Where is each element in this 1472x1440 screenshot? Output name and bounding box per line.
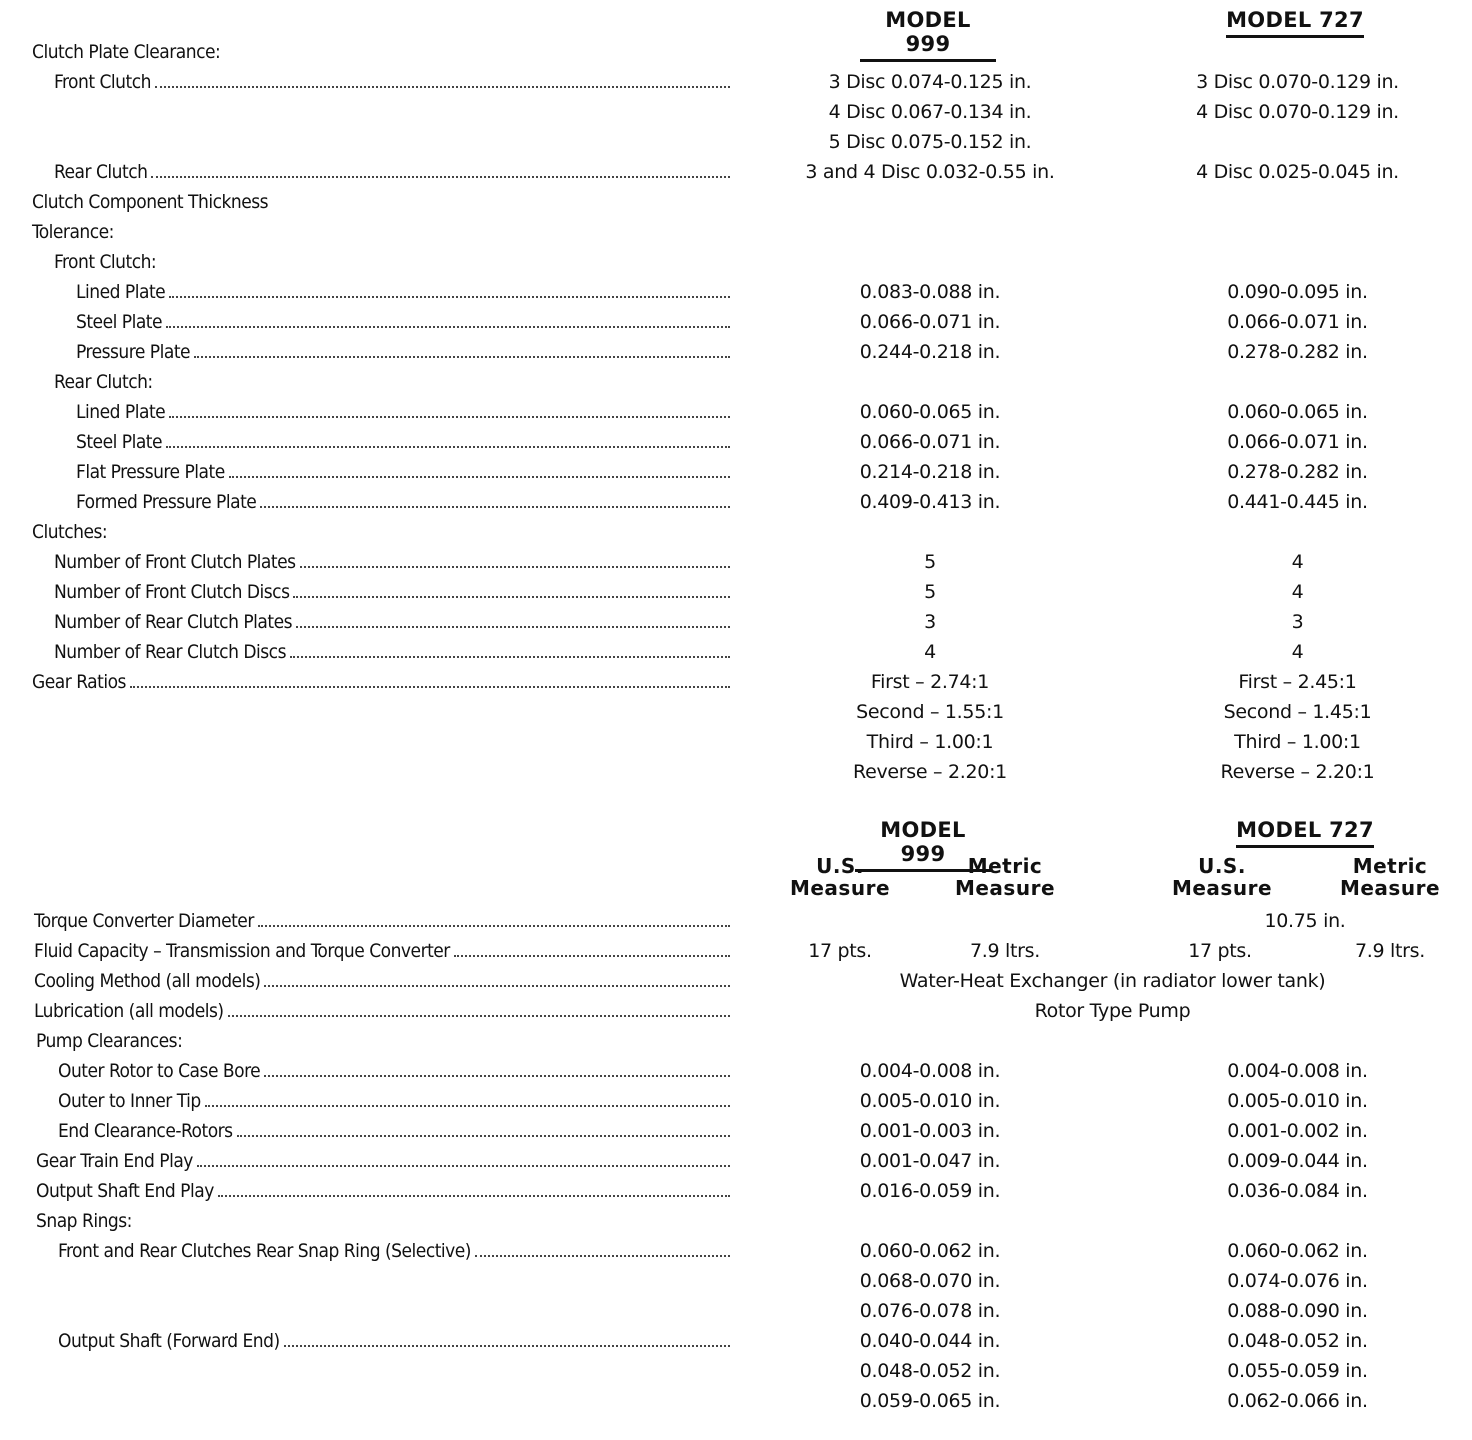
model-999-value: First – 2.74:1 <box>870 671 990 693</box>
dot-leader <box>293 596 730 598</box>
model-999-value: 0.244-0.218 in. <box>859 341 1001 363</box>
spec-label: Pump Clearances: <box>36 1030 183 1052</box>
model-727-value: 0.005-0.010 in. <box>1227 1090 1368 1112</box>
spec-label: Outer to Inner Tip <box>58 1090 201 1112</box>
spec-label: Pressure Plate <box>76 341 191 363</box>
spec-row <box>0 757 1472 787</box>
model-999-value: 0.001-0.047 in. <box>859 1150 1001 1172</box>
spec-row <box>0 127 1472 157</box>
spec-label: Lubrication (all models) <box>34 1000 224 1022</box>
spec-row <box>0 697 1472 727</box>
spec-label: Lined Plate <box>76 281 166 303</box>
dot-leader <box>475 1255 730 1257</box>
spec-label: Cooling Method (all models) <box>34 970 261 992</box>
model-727-value: 0.055-0.059 in. <box>1227 1360 1368 1382</box>
spec-row <box>0 187 1472 217</box>
spec-label: Snap Rings: <box>36 1210 132 1232</box>
model-727-value: 10.75 in. <box>1264 910 1346 932</box>
spec-row <box>0 577 1472 607</box>
model-727-value: 0.009-0.044 in. <box>1227 1150 1368 1172</box>
spec-label: Torque Converter Diameter <box>34 910 254 932</box>
model-999-value: 0.066-0.071 in. <box>859 431 1001 453</box>
spec-row <box>0 247 1472 277</box>
dot-leader <box>300 566 730 568</box>
measure-label: Measure <box>1171 876 1273 900</box>
model-727-heading: MODEL 727 <box>1226 8 1364 38</box>
model-727-value: 0.066-0.071 in. <box>1227 311 1368 333</box>
us-label: U.S. <box>816 854 864 878</box>
spec-row-cooling-method <box>0 966 1472 996</box>
model-999-value: 5 <box>924 581 936 603</box>
spec-row <box>0 97 1472 127</box>
spec-label: Front Clutch <box>54 71 151 93</box>
spec-row <box>0 277 1472 307</box>
spec-label: Steel Plate <box>76 431 163 453</box>
spec-row <box>0 1386 1472 1416</box>
spec-row <box>0 307 1472 337</box>
dot-leader <box>151 176 730 178</box>
spec-row-fluid-capacity <box>0 936 1472 966</box>
model-727-us-measure-header <box>1162 855 1282 899</box>
spec-label: Gear Ratios <box>32 671 126 693</box>
dot-leader <box>197 1165 730 1167</box>
spec-row <box>0 1296 1472 1326</box>
model-999-value: 3 and 4 Disc 0.032-0.55 in. <box>805 161 1055 183</box>
model-999-value: 0.005-0.010 in. <box>859 1090 1001 1112</box>
model-999-heading: MODEL 999 <box>860 8 996 62</box>
dot-leader <box>166 446 730 448</box>
spec-row <box>0 337 1472 367</box>
model-999-value: 3 Disc 0.074-0.125 in. <box>828 71 1032 93</box>
spec-row <box>0 607 1472 637</box>
dot-leader <box>169 296 730 298</box>
measure-label: Measure <box>789 876 891 900</box>
model-999-value: Reverse – 2.20:1 <box>853 761 1007 783</box>
model-999-heading-2: MODEL 999 <box>855 818 991 872</box>
model-727-value: 0.278-0.282 in. <box>1227 341 1368 363</box>
dot-leader <box>155 86 730 88</box>
dot-leader <box>264 985 730 987</box>
spec-row <box>0 727 1472 757</box>
model-999-value: 5 Disc 0.075-0.152 in. <box>828 131 1032 153</box>
model-999-value: 5 <box>924 551 936 573</box>
model-727-value: Second – 1.45:1 <box>1223 701 1372 723</box>
model-727-value: 0.048-0.052 in. <box>1227 1330 1368 1352</box>
spec-row <box>0 637 1472 667</box>
dot-leader <box>258 925 730 927</box>
model-999-value: 0.083-0.088 in. <box>859 281 1001 303</box>
measure-label: Measure <box>954 876 1056 900</box>
model-727-value: 0.441-0.445 in. <box>1227 491 1368 513</box>
spec-row <box>0 217 1472 247</box>
model-727-value: 0.060-0.062 in. <box>1227 1240 1368 1262</box>
dot-leader <box>296 626 730 628</box>
us-label: U.S. <box>1198 854 1246 878</box>
spec-label: Number of Rear Clutch Discs <box>54 641 286 663</box>
spec-label: Lined Plate <box>76 401 166 423</box>
spec-row <box>0 1026 1472 1056</box>
dot-leader <box>284 1345 730 1347</box>
model-999-value: 0.016-0.059 in. <box>859 1180 1001 1202</box>
model-727-value: 0.088-0.090 in. <box>1227 1300 1368 1322</box>
model-999-value: 0.068-0.070 in. <box>859 1270 1001 1292</box>
model-727-value: 0.060-0.065 in. <box>1227 401 1368 423</box>
cooling-method-value: Water-Heat Exchanger (in radiator lower tank) <box>899 970 1326 992</box>
spec-row <box>0 397 1472 427</box>
model-999-value: 0.040-0.044 in. <box>859 1330 1001 1352</box>
spec-row <box>0 667 1472 697</box>
dot-leader <box>290 656 730 658</box>
spec-row-lubrication <box>0 996 1472 1026</box>
model-727-value: First – 2.45:1 <box>1238 671 1357 693</box>
spec-label: End Clearance-Rotors <box>58 1120 233 1142</box>
spec-row <box>0 1236 1472 1266</box>
metric-label: Metric <box>1352 854 1428 878</box>
model-727-metric-measure-header <box>1330 855 1450 899</box>
model-727-value: Reverse – 2.20:1 <box>1220 761 1375 783</box>
model-727-value: 4 <box>1291 641 1304 663</box>
model-999-value: Second – 1.55:1 <box>856 701 1004 723</box>
spec-label: Front Clutch: <box>54 251 157 273</box>
spec-label: Tolerance: <box>32 221 114 243</box>
spec-row <box>0 547 1472 577</box>
spec-row <box>0 1146 1472 1176</box>
measure-label: Measure <box>1339 876 1441 900</box>
spec-label: Clutch Plate Clearance: <box>32 41 221 63</box>
model-727-value: 4 Disc 0.025-0.045 in. <box>1196 161 1399 183</box>
dot-leader <box>169 416 730 418</box>
dot-leader <box>260 506 730 508</box>
model-999-value: 0.066-0.071 in. <box>859 311 1001 333</box>
spec-label: Fluid Capacity – Transmission and Torque Converter <box>34 940 450 962</box>
model-999-us-measure-header <box>780 855 900 899</box>
model-999-value: 3 <box>924 611 936 633</box>
model-727-us-value: 17 pts. <box>1188 940 1252 962</box>
spec-label: Formed Pressure Plate <box>76 491 257 513</box>
spec-row-torque-converter <box>0 906 1472 936</box>
spec-label: Output Shaft End Play <box>36 1180 214 1202</box>
spec-label: Clutches: <box>32 521 108 543</box>
model-727-value: 0.278-0.282 in. <box>1227 461 1368 483</box>
model-727-value: 0.036-0.084 in. <box>1227 1180 1368 1202</box>
model-727-value: 0.090-0.095 in. <box>1227 281 1368 303</box>
spec-row <box>0 457 1472 487</box>
model-999-metric-measure-header <box>945 855 1065 899</box>
dot-leader <box>454 955 730 957</box>
spec-row <box>0 1266 1472 1296</box>
dot-leader <box>218 1195 730 1197</box>
spec-row <box>0 1206 1472 1236</box>
model-727-heading-2: MODEL 727 <box>1236 818 1374 848</box>
dot-leader <box>166 326 730 328</box>
dot-leader <box>228 1015 730 1017</box>
spec-label: Rear Clutch: <box>54 371 153 393</box>
dot-leader <box>229 476 730 478</box>
model-727-value: 0.001-0.002 in. <box>1227 1120 1368 1142</box>
model-999-value: 0.060-0.065 in. <box>859 401 1001 423</box>
dot-leader <box>205 1105 730 1107</box>
model-999-metric-value: 7.9 ltrs. <box>969 940 1041 962</box>
spec-row <box>0 367 1472 397</box>
spec-row <box>0 37 1472 67</box>
model-999-value: 0.214-0.218 in. <box>859 461 1001 483</box>
spec-label: Number of Front Clutch Plates <box>54 551 296 573</box>
spec-label: Outer Rotor to Case Bore <box>58 1060 261 1082</box>
model-999-value: 0.059-0.065 in. <box>859 1390 1001 1412</box>
model-727-value: 0.066-0.071 in. <box>1227 431 1368 453</box>
spec-row <box>0 1176 1472 1206</box>
model-999-value: 0.409-0.413 in. <box>859 491 1001 513</box>
spec-row <box>0 157 1472 187</box>
model-999-value: 0.060-0.062 in. <box>859 1240 1001 1262</box>
model-999-value: 4 <box>924 641 936 663</box>
dot-leader <box>264 1075 730 1077</box>
spec-row <box>0 487 1472 517</box>
spec-label: Number of Front Clutch Discs <box>54 581 290 603</box>
spec-row <box>0 1056 1472 1086</box>
spec-label: Output Shaft (Forward End) <box>58 1330 280 1352</box>
model-727-value: 4 <box>1291 581 1304 603</box>
spec-row <box>0 517 1472 547</box>
spec-label: Steel Plate <box>76 311 163 333</box>
spec-row <box>0 427 1472 457</box>
model-727-value: 0.062-0.066 in. <box>1227 1390 1368 1412</box>
model-999-value: 0.048-0.052 in. <box>859 1360 1001 1382</box>
model-727-value: 4 <box>1291 551 1304 573</box>
model-727-value: 0.074-0.076 in. <box>1227 1270 1368 1292</box>
spec-row <box>0 1086 1472 1116</box>
lubrication-value: Rotor Type Pump <box>1034 1000 1191 1022</box>
spec-row <box>0 1116 1472 1146</box>
spec-label: Number of Rear Clutch Plates <box>54 611 293 633</box>
spec-label: Gear Train End Play <box>36 1150 193 1172</box>
spec-row <box>0 1326 1472 1356</box>
model-999-value: 4 Disc 0.067-0.134 in. <box>828 101 1032 123</box>
model-999-value: 0.001-0.003 in. <box>859 1120 1001 1142</box>
dot-leader <box>130 686 730 688</box>
model-727-value: 4 Disc 0.070-0.129 in. <box>1196 101 1399 123</box>
model-727-value: 0.004-0.008 in. <box>1227 1060 1368 1082</box>
dot-leader <box>237 1135 730 1137</box>
dot-leader <box>194 356 730 358</box>
spec-label: Rear Clutch <box>54 161 148 183</box>
metric-label: Metric <box>967 854 1043 878</box>
spec-label: Front and Rear Clutches Rear Snap Ring (Selective) <box>58 1240 471 1262</box>
model-727-value: 3 <box>1291 611 1304 633</box>
spec-label: Clutch Component Thickness <box>32 191 269 213</box>
model-999-value: Third – 1.00:1 <box>866 731 994 753</box>
spec-row <box>0 1356 1472 1386</box>
model-727-metric-value: 7.9 ltrs. <box>1354 940 1426 962</box>
spec-row <box>0 67 1472 97</box>
model-999-value: 0.004-0.008 in. <box>859 1060 1001 1082</box>
model-727-value: Third – 1.00:1 <box>1234 731 1361 753</box>
model-999-us-value: 17 pts. <box>808 940 872 962</box>
spec-label: Flat Pressure Plate <box>76 461 225 483</box>
model-727-value: 3 Disc 0.070-0.129 in. <box>1196 71 1399 93</box>
model-999-value: 0.076-0.078 in. <box>859 1300 1001 1322</box>
